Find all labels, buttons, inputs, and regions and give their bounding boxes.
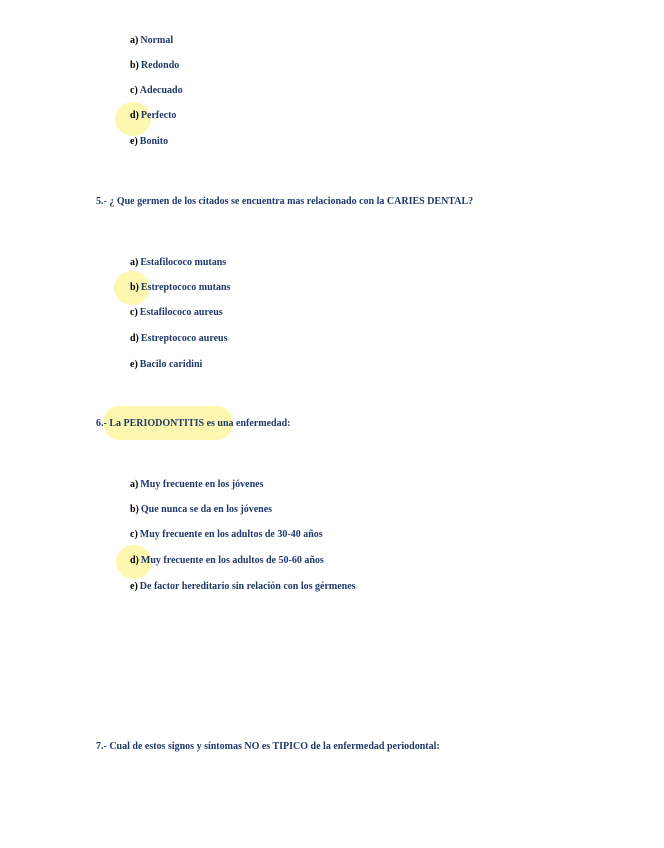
q6-option-d: d) Muy frecuente en los adultos de 50-60 años xyxy=(130,555,324,566)
q4-option-c: c) Adecuado xyxy=(130,85,183,96)
q6-option-c: c) Muy frecuente en los adultos de 30-40 años xyxy=(130,529,323,540)
q4-option-d: d) Perfecto xyxy=(130,110,177,121)
q5-option-c: c) Estafilococo aureus xyxy=(130,307,223,318)
q5-question: 5.- ¿ Que germen de los citados se encuentra mas relacionado con la CARIES DENTAL? xyxy=(96,196,474,207)
q6-option-b: b) Que nunca se da en los jóvenes xyxy=(130,504,273,515)
q4-option-a: a) Normal xyxy=(130,35,174,46)
q4-option-b: b) Redondo xyxy=(130,60,180,71)
q7-question: 7.- Cual de estos signos y síntomas NO es TIPICO de la enfermedad periodontal: xyxy=(96,741,440,752)
q6-question: 6.- La PERIODONTITIS es una enfermedad: xyxy=(96,418,291,429)
q5-option-a: a) Estafilococo mutans xyxy=(130,257,227,268)
q5-option-d: d) Estreptococo aureus xyxy=(130,333,228,344)
q6-option-e: e) De factor hereditario sin relación con los gérmenes xyxy=(130,581,356,592)
q5-option-b: b) Estreptococo mutans xyxy=(130,282,231,293)
q6-option-a: a) Muy frecuente en los jóvenes xyxy=(130,479,264,490)
q5-option-e: e) Bacilo caridini xyxy=(130,359,203,370)
q4-option-e: e) Bonito xyxy=(130,136,169,147)
